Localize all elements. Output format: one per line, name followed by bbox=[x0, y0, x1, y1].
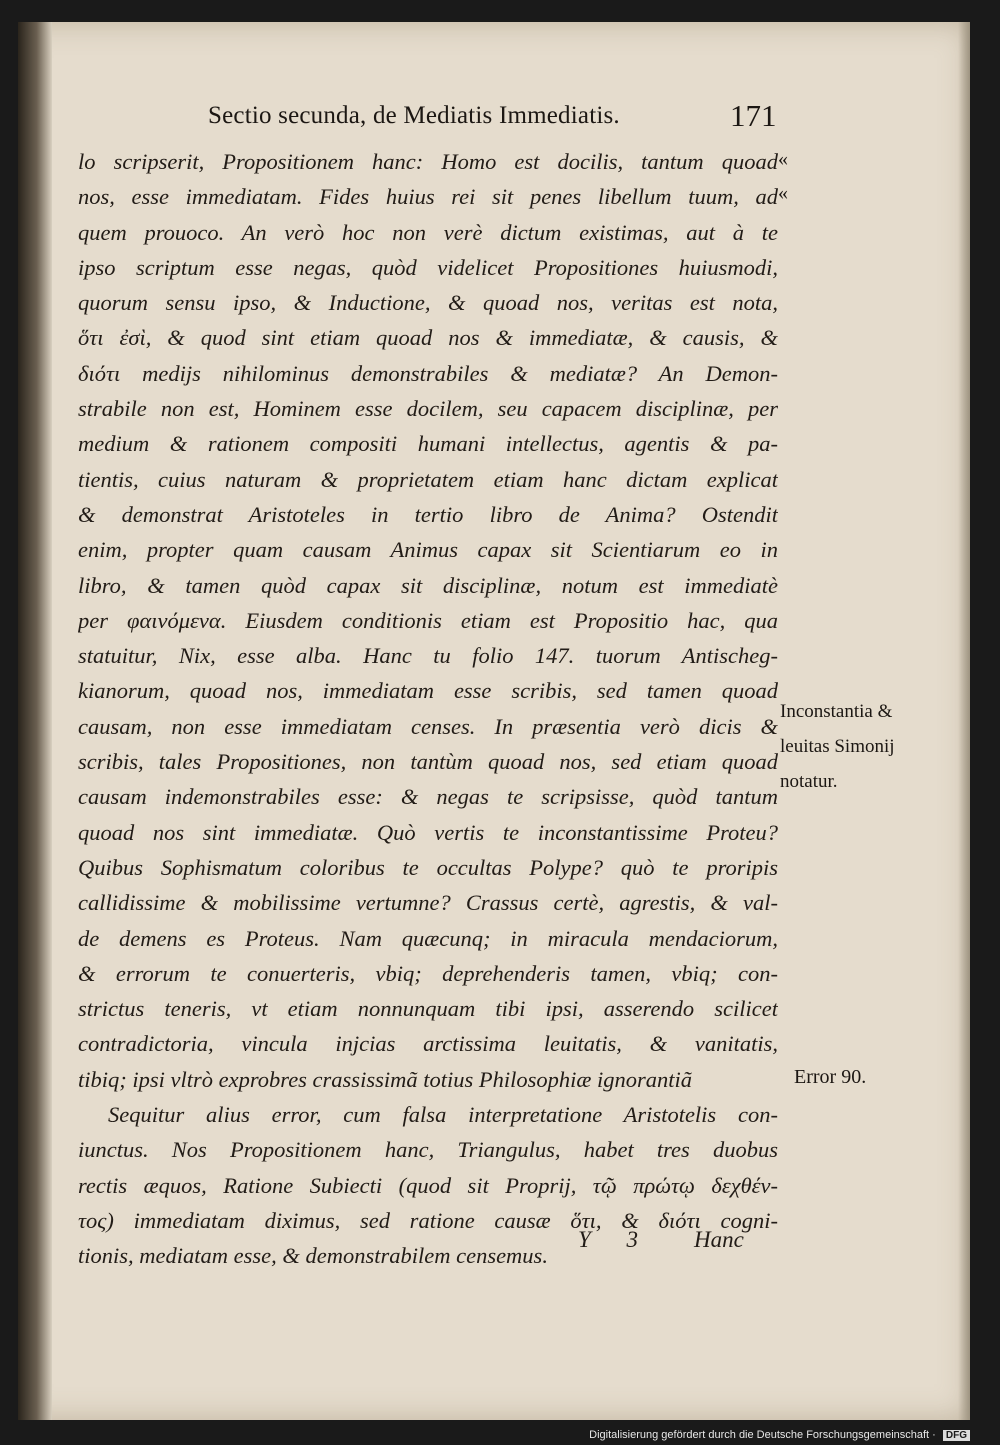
text-line: causam indemonstrabiles esse: & negas te scripsisse, quòd tantum bbox=[78, 784, 778, 810]
margin-note-line: notatur. bbox=[780, 771, 838, 792]
text-line: de demens es Proteus. Nam quæcunq; in miracula mendaciorum, bbox=[78, 925, 778, 951]
text-line: statuitur, Nix, esse alba. Hanc tu folio 147. tuorum Antischeg- bbox=[78, 643, 778, 669]
text-line: ipso scriptum esse negas, quòd videlicet Propositiones huiusmodi, bbox=[78, 254, 778, 280]
running-head: Sectio secunda, de Mediatis Immediatis. bbox=[208, 102, 620, 129]
text-line: per φαινόμενα. Eiusdem conditionis etiam est Propositio hac, qua bbox=[78, 607, 778, 633]
signature-mark: Y 3 bbox=[578, 1227, 639, 1252]
text-line: Quibus Sophismatum coloribus te occultas Polype? quò te proripis bbox=[78, 854, 778, 880]
text-line: & errorum te conuerteris, vbiq; deprehenderis tamen, vbiq; con- bbox=[78, 960, 778, 986]
text-line: nos, esse immediatam. Fides huius rei sit penes libellum tuum, ad bbox=[78, 184, 778, 210]
text-line: iunctus. Nos Propositionem hanc, Triangulus, habet tres duobus bbox=[78, 1137, 778, 1163]
book-page bbox=[18, 22, 970, 1420]
text-line: libro, & tamen quòd capax sit disciplinæ, notum est immediatè bbox=[78, 572, 778, 598]
page-number: 171 bbox=[730, 98, 777, 133]
text-line: causam, non esse immediatam censes. In præsentia verò dicis & bbox=[78, 713, 778, 739]
text-line: lo scripserit, Propositionem hanc: Homo est docilis, tantum quoad bbox=[78, 149, 778, 174]
text-line: ὅτι ἐσὶ, & quod sint etiam quoad nos & immediatæ, & causis, & bbox=[78, 325, 778, 351]
text-line: Sequitur alius error, cum falsa interpretatione Aristotelis con- bbox=[108, 1102, 778, 1128]
text-line: & demonstrat Aristoteles in tertio libro de Anima? Ostendit bbox=[78, 501, 778, 527]
body-text bbox=[78, 144, 778, 1274]
text-line: scribis, tales Propositiones, non tantùm quoad nos, sed etiam quoad bbox=[78, 749, 778, 775]
text-line: enim, propter quam causam Animus capax sit Scientiarum eo in bbox=[78, 537, 778, 563]
text-line: medium & rationem compositi humani intellectus, agentis & pa- bbox=[78, 431, 778, 457]
margin-note-line: leuitas Simonij bbox=[780, 736, 895, 757]
text-line: contradictoria, vincula injcias arctissima leuitatis, & vanitatis, bbox=[78, 1031, 778, 1057]
margin-note-line: Inconstantia & bbox=[780, 701, 893, 722]
catchword: Hanc bbox=[694, 1227, 744, 1252]
text-line: διότι medijs nihilominus demonstrabiles & mediatæ? An Demon- bbox=[78, 360, 778, 386]
text-line: callidissime & mobilissime vertumne? Crassus certè, agrestis, & val- bbox=[78, 890, 778, 916]
text-line: tionis, mediatam esse, & demonstrabilem censemus. bbox=[78, 1243, 548, 1269]
margin-note bbox=[780, 694, 895, 799]
text-line: tientis, cuius naturam & proprietatem etiam hanc dictam explicat bbox=[78, 466, 778, 492]
text-line: kianorum, quoad nos, immediatam esse scribis, sed tamen quoad bbox=[78, 678, 778, 704]
text-line: rectis æquos, Ratione Subiecti (quod sit Proprij, τῷ πρώτῳ δεχθέν- bbox=[78, 1172, 778, 1198]
margin-quote-mark: « bbox=[778, 182, 788, 204]
dfg-logo: DFG bbox=[943, 1430, 970, 1441]
text-line: strabile non est, Hominem esse docilem, seu capacem disciplinæ, per bbox=[78, 396, 778, 422]
footer-credit bbox=[589, 1429, 970, 1441]
text-line: quoad nos sint immediatæ. Quò vertis te inconstantissime Proteu? bbox=[78, 819, 778, 845]
text-line: quem prouoco. An verò hoc non verè dictum existimas, aut à te bbox=[78, 219, 778, 245]
footer-credit-text: Digitalisierung gefördert durch die Deutsche Forschungsgemeinschaft · bbox=[589, 1429, 936, 1441]
text-line: strictus teneris, vt etiam nonnunquam tibi ipsi, asserendo scilicet bbox=[78, 996, 778, 1022]
text-line: tibiq; ipsi vltrò exprobres crassissimã totius Philosophiæ ignorantiã bbox=[78, 1066, 692, 1092]
text-line: τος) immediatam diximus, sed ratione causæ ὅτι, & διότι cogni- bbox=[78, 1207, 778, 1233]
margin-quote-mark: « bbox=[778, 148, 788, 170]
text-line: quorum sensu ipso, & Inductione, & quoad nos, veritas est nota, bbox=[78, 290, 778, 316]
margin-note-error: Error 90. bbox=[794, 1066, 867, 1088]
